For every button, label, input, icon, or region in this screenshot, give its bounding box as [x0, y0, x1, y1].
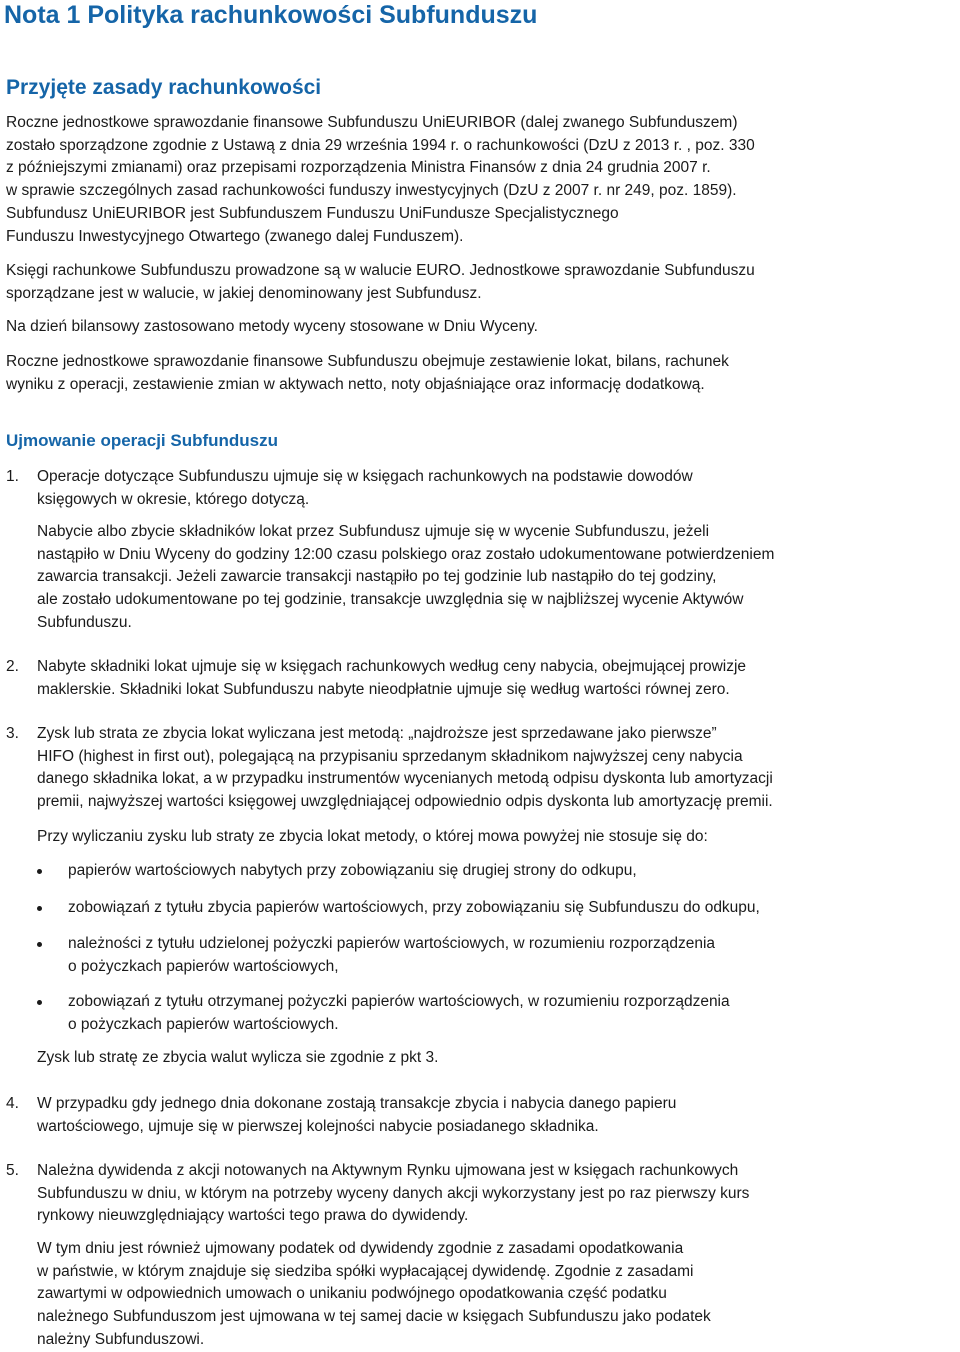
- text-line: ale zostało udokumentowane po tej godzinie, transakcje uwzględnia się w najbliższej wycenie Aktywów: [37, 591, 744, 609]
- text-line: Przy wyliczaniu zysku lub straty ze zbycia lokat metody, o której mowa powyżej nie stosuje się do:: [37, 828, 708, 845]
- bullet-icon: [37, 942, 42, 947]
- paragraph-report-contents: [6, 351, 729, 396]
- item-number: 1.: [6, 468, 19, 485]
- text-line: z późniejszymi zmianami) oraz przepisami rozporządzenia Ministra Finansów z dnia 24 grudnia 2007 r.: [6, 159, 711, 177]
- item-3-closing: [37, 1047, 438, 1070]
- text-line: papierów wartościowych nabytych przy zobowiązaniu się drugiej strony do odkupu,: [68, 862, 637, 879]
- text-line: W przypadku gdy jednego dnia dokonane zostają transakcje zbycia i nabycia danego papieru: [37, 1095, 677, 1112]
- item-3-text: [37, 723, 773, 814]
- item-number: 2.: [6, 658, 19, 675]
- text-line: wyniku z operacji, zestawienie zmian w aktywach netto, noty objaśniające oraz informację dodatkową.: [6, 375, 705, 393]
- text-line: rynkowy nieuwzględniający wartości tego prawa do dywidendy.: [37, 1207, 469, 1225]
- section-title-operations: Ujmowanie operacji Subfunduszu: [6, 431, 279, 450]
- item-5-text: [37, 1160, 749, 1228]
- text-line: premii, najwyższej wartości księgowej uwzględniającej odpowiednio odpis dyskonta lub amortyzację premii.: [37, 793, 773, 811]
- text-line: Należna dywidenda z akcji notowanych na Aktywnym Rynku ujmowana jest w księgach rachunkowych: [37, 1162, 739, 1179]
- paragraph-valuation: [6, 316, 538, 339]
- text-line: w państwie, w którym znajduje się siedziba spółki wypłacającej dywidendę. Zgodnie z zasadami: [37, 1262, 694, 1280]
- text-line: należny Subfunduszowi.: [37, 1330, 205, 1348]
- text-line: HIFO (highest in first out), polegającą na przypisaniu sprzedanym składnikom najwyższej ceny nabycia: [37, 747, 743, 765]
- item-4-text: [37, 1093, 676, 1138]
- paragraph-currency: [6, 260, 755, 305]
- list-item: [68, 860, 637, 883]
- item-number: 5.: [6, 1162, 19, 1179]
- text-line: danego składnika lokat, a w przypadku instrumentów wycenianych metodą odpisu dyskonta lub amortyzacji: [37, 770, 773, 788]
- text-line: Zysk lub strata ze zbycia lokat wyliczana jest metodą: „najdroższe jest sprzedawane jako pierwsze”: [37, 725, 717, 742]
- text-line: Subfunduszu.: [37, 613, 132, 631]
- text-line: Roczne jednostkowe sprawozdanie finansowe Subfunduszu obejmuje zestawienie lokat, bilans, rachunek: [6, 353, 729, 370]
- item-1-paragraph: [37, 521, 774, 635]
- text-line: Operacje dotyczące Subfunduszu ujmuje się w księgach rachunkowych na podstawie dowodów: [37, 468, 693, 485]
- item-number: 4.: [6, 1095, 19, 1112]
- text-line: Nabyte składniki lokat ujmuje się w księgach rachunkowych według ceny nabycia, obejmującej prowizje: [37, 658, 747, 675]
- text-line: Na dzień bilansowy zastosowano metody wyceny stosowane w Dniu Wyceny.: [6, 318, 538, 335]
- text-line: Funduszu Inwestycyjnego Otwartego (zwanego dalej Funduszem).: [6, 227, 464, 245]
- item-2-text: [37, 656, 746, 701]
- item-3-paragraph: [37, 826, 708, 849]
- page-title: Nota 1 Polityka rachunkowości Subfunduszu: [4, 1, 538, 29]
- text-line: zostało sporządzone zgodnie z Ustawą z dnia 29 września 1994 r. o rachunkowości (DzU z 2013 r. , poz. 330: [6, 136, 755, 154]
- item-1-text: [37, 466, 693, 511]
- text-line: zawarcia transakcji. Jeżeli zawarcie transakcji nastąpiło po tej godzinie lub nastąpiło do tej godziny,: [37, 568, 717, 586]
- text-line: Subfundusz UniEURIBOR jest Subfunduszem Funduszu UniFundusze Specjalistycznego: [6, 204, 619, 222]
- text-line: wartościowego, ujmuje się w pierwszej kolejności nabycie posiadanego składnika.: [37, 1117, 599, 1135]
- text-line: Księgi rachunkowe Subfunduszu prowadzone są w walucie EURO. Jednostkowe sprawozdanie Subfunduszu: [6, 262, 755, 279]
- list-item: [68, 897, 760, 920]
- text-line: Zysk lub stratę ze zbycia walut wylicza sie zgodnie z pkt 3.: [37, 1049, 439, 1066]
- text-line: Subfunduszu w dniu, w którym na potrzeby wyceny danych akcji wykorzystany jest po raz pierwszy kurs: [37, 1184, 750, 1202]
- text-line: Nabycie albo zbycie składników lokat przez Subfundusz ujmuje się w wycenie Subfunduszu, jeżeli: [37, 523, 710, 540]
- list-item: [68, 991, 730, 1036]
- text-line: należności z tytułu udzielonej pożyczki papierów wartościowych, w rozumieniu rozporządzenia: [68, 935, 716, 952]
- list-item: [68, 933, 715, 978]
- text-line: w sprawie szczególnych zasad rachunkowości funduszy inwestycyjnych (DzU z 2007 r. nr 249, poz. 1859).: [6, 182, 737, 200]
- text-line: sporządzane jest w walucie, w jakiej denominowany jest Subfundusz.: [6, 284, 482, 302]
- item-5-paragraph: [37, 1238, 711, 1352]
- text-line: należnego Subfunduszom jest ujmowana w tej samej dacie w księgach Subfunduszu jako podatek: [37, 1308, 711, 1326]
- text-line: o pożyczkach papierów wartościowych,: [68, 957, 339, 975]
- text-line: W tym dniu jest również ujmowany podatek od dywidendy zgodnie z zasadami opodatkowania: [37, 1240, 684, 1257]
- item-number: 3.: [6, 725, 19, 742]
- text-line: maklerskie. Składniki lokat Subfunduszu nabyte nieodpłatnie ujmuje się według wartości równej zero.: [37, 680, 730, 698]
- text-line: zobowiązań z tytułu zbycia papierów wartościowych, przy zobowiązaniu się Subfunduszu do odkupu,: [68, 899, 760, 916]
- text-line: o pożyczkach papierów wartościowych.: [68, 1015, 339, 1033]
- paragraph-intro: [6, 112, 755, 248]
- text-line: Roczne jednostkowe sprawozdanie finansowe Subfunduszu UniEURIBOR (dalej zwanego Subfunduszem): [6, 114, 738, 131]
- text-line: księgowych w okresie, którego dotyczą.: [37, 490, 310, 508]
- text-line: zobowiązań z tytułu otrzymanej pożyczki papierów wartościowych, w rozumieniu rozporządzenia: [68, 993, 730, 1010]
- bullet-icon: [37, 906, 42, 911]
- section-title-accounting-principles: Przyjęte zasady rachunkowości: [6, 76, 322, 99]
- bullet-icon: [37, 869, 42, 874]
- text-line: nastąpiło w Dniu Wyceny do godziny 12:00 czasu polskiego oraz zostało udokumentowane potwierdzeniem: [37, 545, 775, 563]
- bullet-icon: [37, 1000, 42, 1005]
- text-line: zawartymi w odpowiednich umowach o unikaniu podwójnego opodatkowania część podatku: [37, 1285, 667, 1303]
